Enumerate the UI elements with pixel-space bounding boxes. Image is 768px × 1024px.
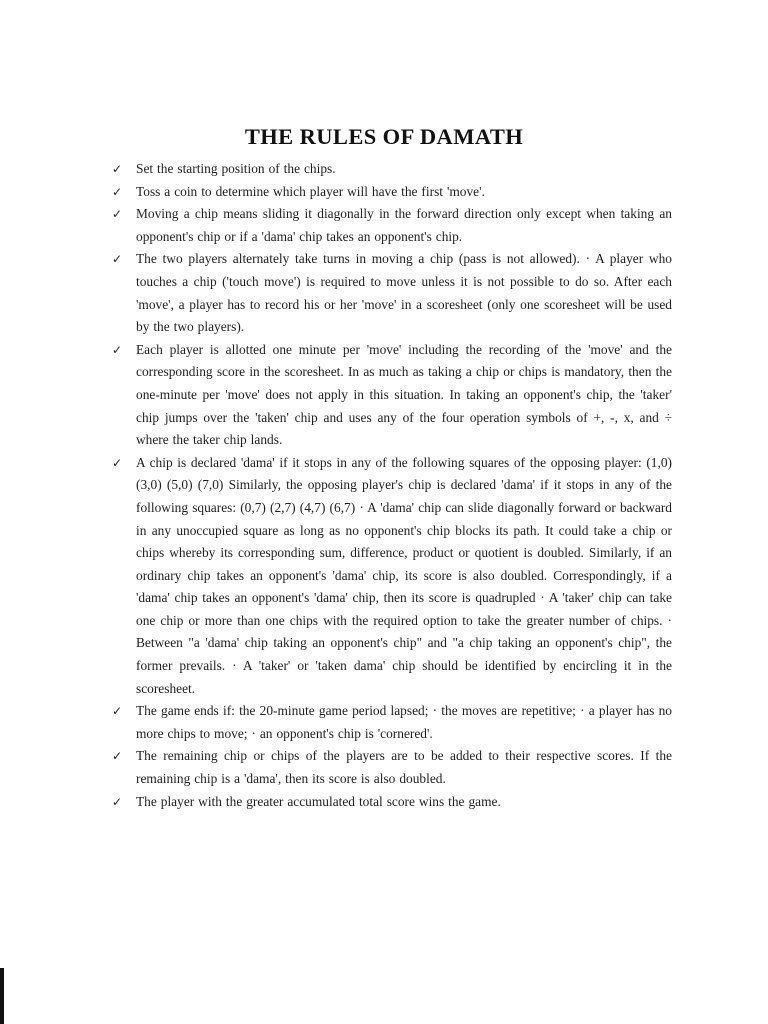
- rule-text: Toss a coin to determine which player will have the first 'move'.: [136, 183, 485, 199]
- page-title: THE RULES OF DAMATH: [244, 124, 524, 149]
- rule-text: Set the starting position of the chips.: [136, 161, 336, 176]
- rule-text: The game ends if: the 20-minute game period lapsed; · the moves are repetitive; · a player has no more chips to move; · an opponent's chip is 'cornered'.: [136, 703, 672, 741]
- checkmark-icon: ✓: [112, 184, 123, 199]
- checkmark-icon: ✓: [112, 455, 123, 470]
- checkmark-icon: ✓: [112, 252, 123, 267]
- rule-item: [112, 700, 672, 745]
- rule-text: A chip is declared 'dama' if it stops in any of the following squares of the opposing player: (1,0) (3,0) (5,0) (7,0) Similarly, the opposing player's chip is declared 'dama' if it stops in any of the following squares: (0,7) (2,7) (4,7) (6,7) · A 'dama' chip can slide diagonally forward or backward in any unoccupied square as long as no opponent's chip blocks its path. It could take a chip or chips whereby its corresponding sum, difference, product or quotient is doubled. Similarly, if an ordinary chip takes an opponent's 'dama' chip, its score is also doubled. Correspondingly, if a 'dama' chip takes an opponent's 'dama' chip, then its score is quadrupled · A 'taker' chip can take one chip or more than one chips with the required option to take the greater number of chips. · Between "a 'dama' chip taking an opponent's chip" and "a chip taking an opponent's chip", the former prevails. · A 'taker' or 'taken dama' chip should be identified by encircling it in the scoresheet.: [136, 454, 672, 696]
- rule-item: [112, 203, 672, 248]
- checkmark-icon: ✓: [112, 794, 123, 809]
- rule-item: [112, 181, 672, 204]
- rule-item: [112, 745, 672, 790]
- rule-text: The player with the greater accumulated total score wins the game.: [136, 793, 501, 809]
- checkmark-icon: ✓: [112, 207, 123, 222]
- rule-text: Each player is allotted one minute per 'move' including the recording of the 'move' and the corresponding score in the scoresheet. In as much as taking a chip or chips is mandatory, then the one-minute per 'move' does not apply in this situation. In taking an opponent's chip, the 'taker' chip jumps over the 'taken' chip and uses any of the four operation symbols of +, -, x, and ÷ where the taker chip lands.: [136, 341, 672, 448]
- rule-item: [112, 339, 672, 452]
- rules-list: [112, 158, 672, 813]
- rule-item: [112, 791, 672, 814]
- scan-edge-mark: [0, 968, 4, 1024]
- rule-text: The two players alternately take turns in moving a chip (pass is not allowed). · A player who touches a chip ('touch move') is required to move unless it is not possible to do so. After each 'move', a player has to record his or her 'move' in a scoresheet (only one scoresheet will be used by the two players).: [136, 251, 672, 335]
- rule-text: Moving a chip means sliding it diagonally in the forward direction only except when taking an opponent's chip or if a 'dama' chip takes an opponent's chip.: [136, 206, 672, 244]
- rule-item: [112, 248, 672, 338]
- checkmark-icon: ✓: [112, 342, 123, 357]
- checkmark-icon: ✓: [112, 749, 123, 764]
- checkmark-icon: ✓: [112, 162, 123, 176]
- rule-text: The remaining chip or chips of the players are to be added to their respective scores. If the remaining chip is a 'dama', then its score is also doubled.: [136, 748, 672, 787]
- checkmark-icon: ✓: [112, 704, 123, 719]
- rule-item: [112, 158, 672, 181]
- rule-item: [112, 452, 672, 701]
